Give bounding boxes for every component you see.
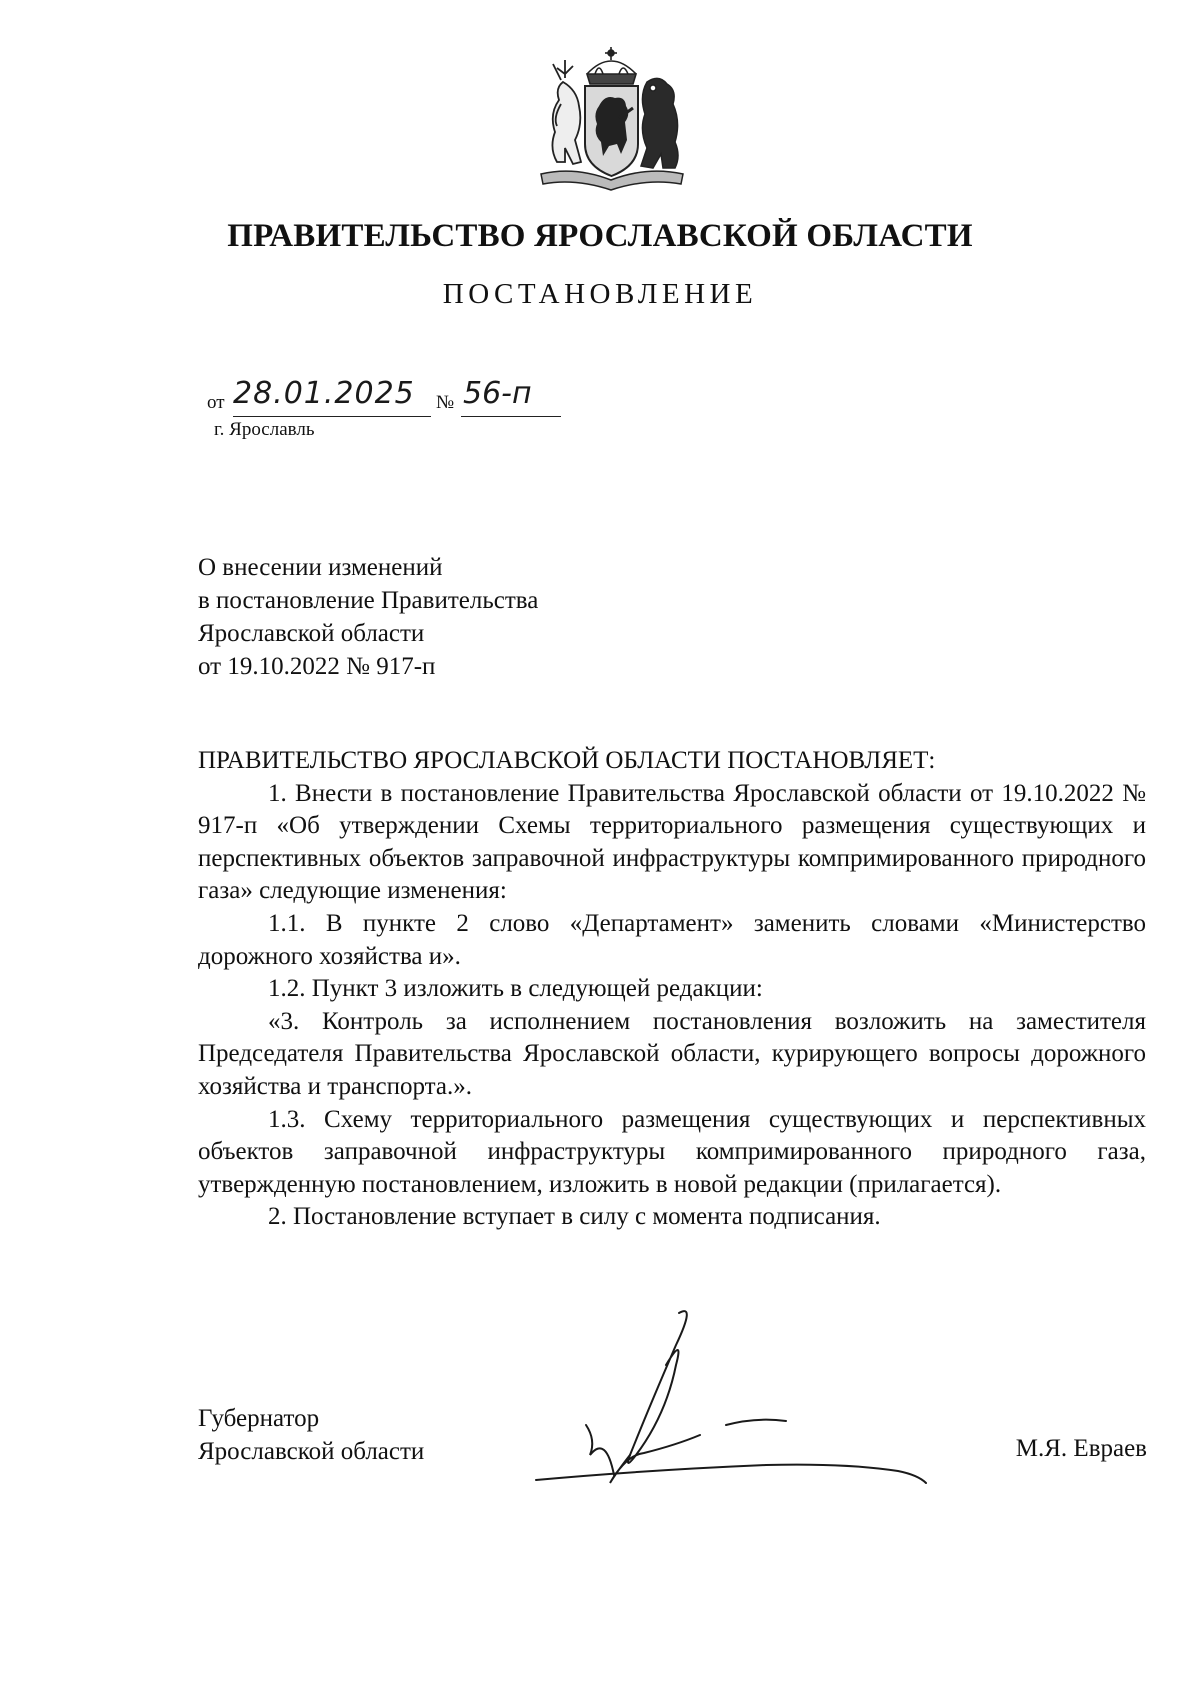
date-prefix: от — [207, 392, 225, 413]
decree-subject — [198, 551, 538, 683]
city: г. Ярославль — [214, 419, 315, 440]
preamble: ПРАВИТЕЛЬСТВО ЯРОСЛАВСКОЙ ОБЛАСТИ ПОСТАНОВЛЯЕТ: — [198, 747, 936, 774]
signatory-position — [198, 1402, 424, 1468]
yaroslavl-oblast-coat-of-arms-icon — [535, 44, 688, 192]
paragraph: «3. Контроль за исполнением постановления возложить на заместителя Председателя Правительства Ярославской области, курирующего вопросы дорожного хозяйства и транспорта.». — [198, 1007, 1146, 1100]
number-underline — [461, 416, 561, 417]
paragraph: 1.2. Пункт 3 изложить в следующей редакции: — [268, 975, 763, 1003]
paragraph: 1.1. В пункте 2 слово «Департамент» заменить словами «Министерство дорожного хозяйства и». — [198, 909, 1146, 970]
date-underline — [233, 416, 431, 417]
subject-line: от 19.10.2022 № 917-п — [198, 653, 436, 680]
document-type: ПОСТАНОВЛЕНИЕ — [442, 278, 758, 310]
position-line: Губернатор — [198, 1405, 320, 1432]
decree-number: 56-п — [463, 376, 532, 411]
subject-line: О внесении изменений — [198, 554, 443, 581]
paragraph: 1. Внести в постановление Правительства Ярославской области от 19.10.2022 № 917-п «Об утверждении Схемы территориального размещения существующих и перспективных объектов заправочной инфраструктуры компримированного природного газа» следующие изменения: — [198, 779, 1146, 905]
signatory-name: М.Я. Евраев — [1015, 1435, 1147, 1462]
paragraph: 2. Постановление вступает в силу с момента подписания. — [268, 1203, 881, 1231]
handwritten-signature-icon — [526, 1305, 936, 1490]
government-name: ПРАВИТЕЛЬСТВО ЯРОСЛАВСКОЙ ОБЛАСТИ — [227, 218, 973, 254]
subject-line: в постановление Правительства — [198, 587, 539, 614]
decree-body — [198, 745, 1146, 1234]
paragraph: 1.3. Схему территориального размещения существующих и перспективных объектов заправочной инфраструктуры компримированного природного газа, утвержденную постановлением, изложить в новой редакции (прилагается). — [198, 1105, 1146, 1198]
subject-line: Ярославской области — [198, 620, 425, 647]
requisites-line — [207, 376, 627, 422]
decree-date: 28.01.2025 — [233, 376, 415, 411]
position-line: Ярославской области — [198, 1438, 425, 1465]
number-prefix: № — [436, 392, 455, 413]
